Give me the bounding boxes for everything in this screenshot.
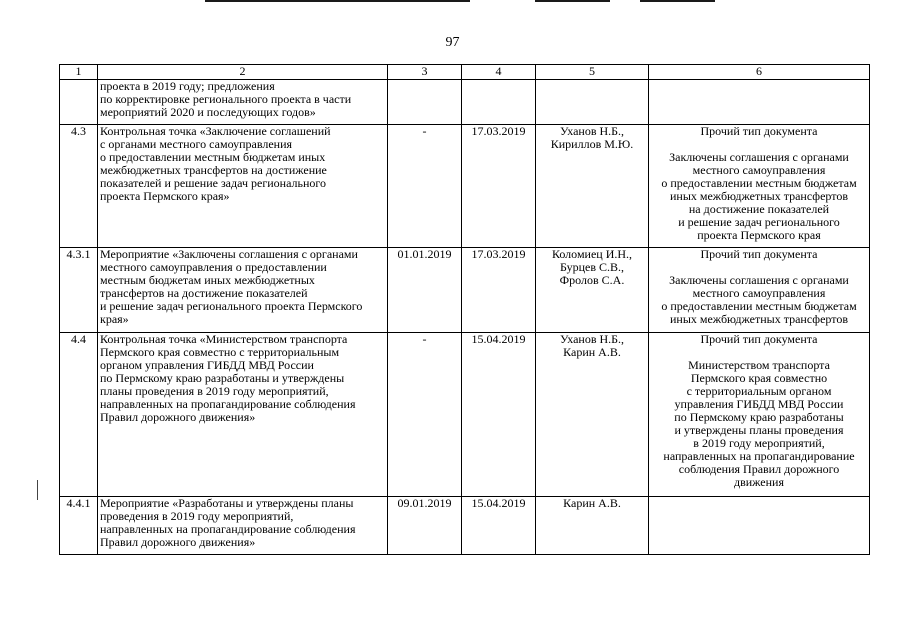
row-document-cell: [649, 125, 870, 248]
plan-table: [59, 64, 870, 555]
row-responsible: Уханов Н.Б., Карин А.В.: [536, 333, 649, 497]
row-number: 4.3.1: [60, 248, 98, 333]
row-number: 4.4.1: [60, 497, 98, 555]
row-title: Мероприятие «Разработаны и утверждены планы проведения в 2019 году мероприятий, направленных на пропагандирование соблюдения Правил дорожного движения»: [98, 497, 388, 555]
document-description: Министерством транспорта Пермского края совместно с территориальным органом управления ГИБДД МВД России по Пермскому краю разработаны и утверждены планы проведения в 2019 году мероприятий, направленных на пропагандирование соблюдения Правил дорожного движения: [663, 358, 855, 489]
row-end-date: 17.03.2019: [462, 125, 536, 248]
row-number: 4.3: [60, 125, 98, 248]
row-end-date: 17.03.2019: [462, 248, 536, 333]
row-start-date: 01.01.2019: [388, 248, 462, 333]
column-header: 5: [536, 65, 649, 80]
document-type: Прочий тип документа: [700, 124, 818, 138]
row-end-date: [462, 80, 536, 125]
row-number: [60, 80, 98, 125]
scan-top-line-right: [640, 0, 715, 2]
document-type: Прочий тип документа: [700, 332, 818, 346]
column-header: 2: [98, 65, 388, 80]
column-header: 1: [60, 65, 98, 80]
table-row: [60, 248, 870, 333]
row-title: Контрольная точка «Министерством транспорта Пермского края совместно с территориальным органом управления ГИБДД МВД России по Пермскому краю разработаны и утверждены планы проведения в 2019 году мероприятий, направленных на пропагандирование соблюдения Правил дорожного движения»: [98, 333, 388, 497]
row-number: 4.4: [60, 333, 98, 497]
row-responsible: Уханов Н.Б., Кириллов М.Ю.: [536, 125, 649, 248]
document-description: Заключены соглашения с органами местного самоуправления о предоставлении местным бюджетам иных межбюджетных трансфертов: [661, 273, 857, 326]
row-title: проекта в 2019 году; предложения по корректировке регионального проекта в части мероприятий 2020 и последующих годов»: [98, 80, 388, 125]
row-start-date: -: [388, 125, 462, 248]
row-title: Контрольная точка «Заключение соглашений с органами местного самоуправления о предоставлении местным бюджетам иных межбюджетных трансфертов на достижение показателей и решение задач регионального проекта Пермского края»: [98, 125, 388, 248]
table-row: [60, 80, 870, 125]
table-row: [60, 333, 870, 497]
scan-top-line-middle: [535, 0, 610, 2]
scan-top-line-left: [205, 0, 470, 2]
scan-edge-mark: [37, 480, 38, 500]
row-start-date: [388, 80, 462, 125]
row-document-cell: [649, 248, 870, 333]
document-description: Заключены соглашения с органами местного самоуправления о предоставлении местным бюджетам иных межбюджетных трансфертов на достижение показателей и решение задач регионального проекта Пермского края: [661, 150, 857, 242]
row-document-cell: [649, 80, 870, 125]
row-end-date: 15.04.2019: [462, 333, 536, 497]
row-responsible: Карин А.В.: [536, 497, 649, 555]
column-header: 3: [388, 65, 462, 80]
table-row: [60, 125, 870, 248]
row-title: Мероприятие «Заключены соглашения с органами местного самоуправления о предоставлении местным бюджетам иных межбюджетных трансфертов на достижение показателей и решение задач регионального проекта Пермского края»: [98, 248, 388, 333]
row-responsible: Коломиец И.Н., Бурцев С.В., Фролов С.А.: [536, 248, 649, 333]
column-number-row: [60, 65, 870, 80]
page-number: 97: [445, 35, 460, 50]
table-row: [60, 497, 870, 555]
column-header: 4: [462, 65, 536, 80]
row-start-date: -: [388, 333, 462, 497]
column-header: 6: [649, 65, 870, 80]
row-document-cell: [649, 497, 870, 555]
document-type: Прочий тип документа: [700, 247, 818, 261]
row-start-date: 09.01.2019: [388, 497, 462, 555]
row-end-date: 15.04.2019: [462, 497, 536, 555]
row-document-cell: [649, 333, 870, 497]
row-responsible: [536, 80, 649, 125]
